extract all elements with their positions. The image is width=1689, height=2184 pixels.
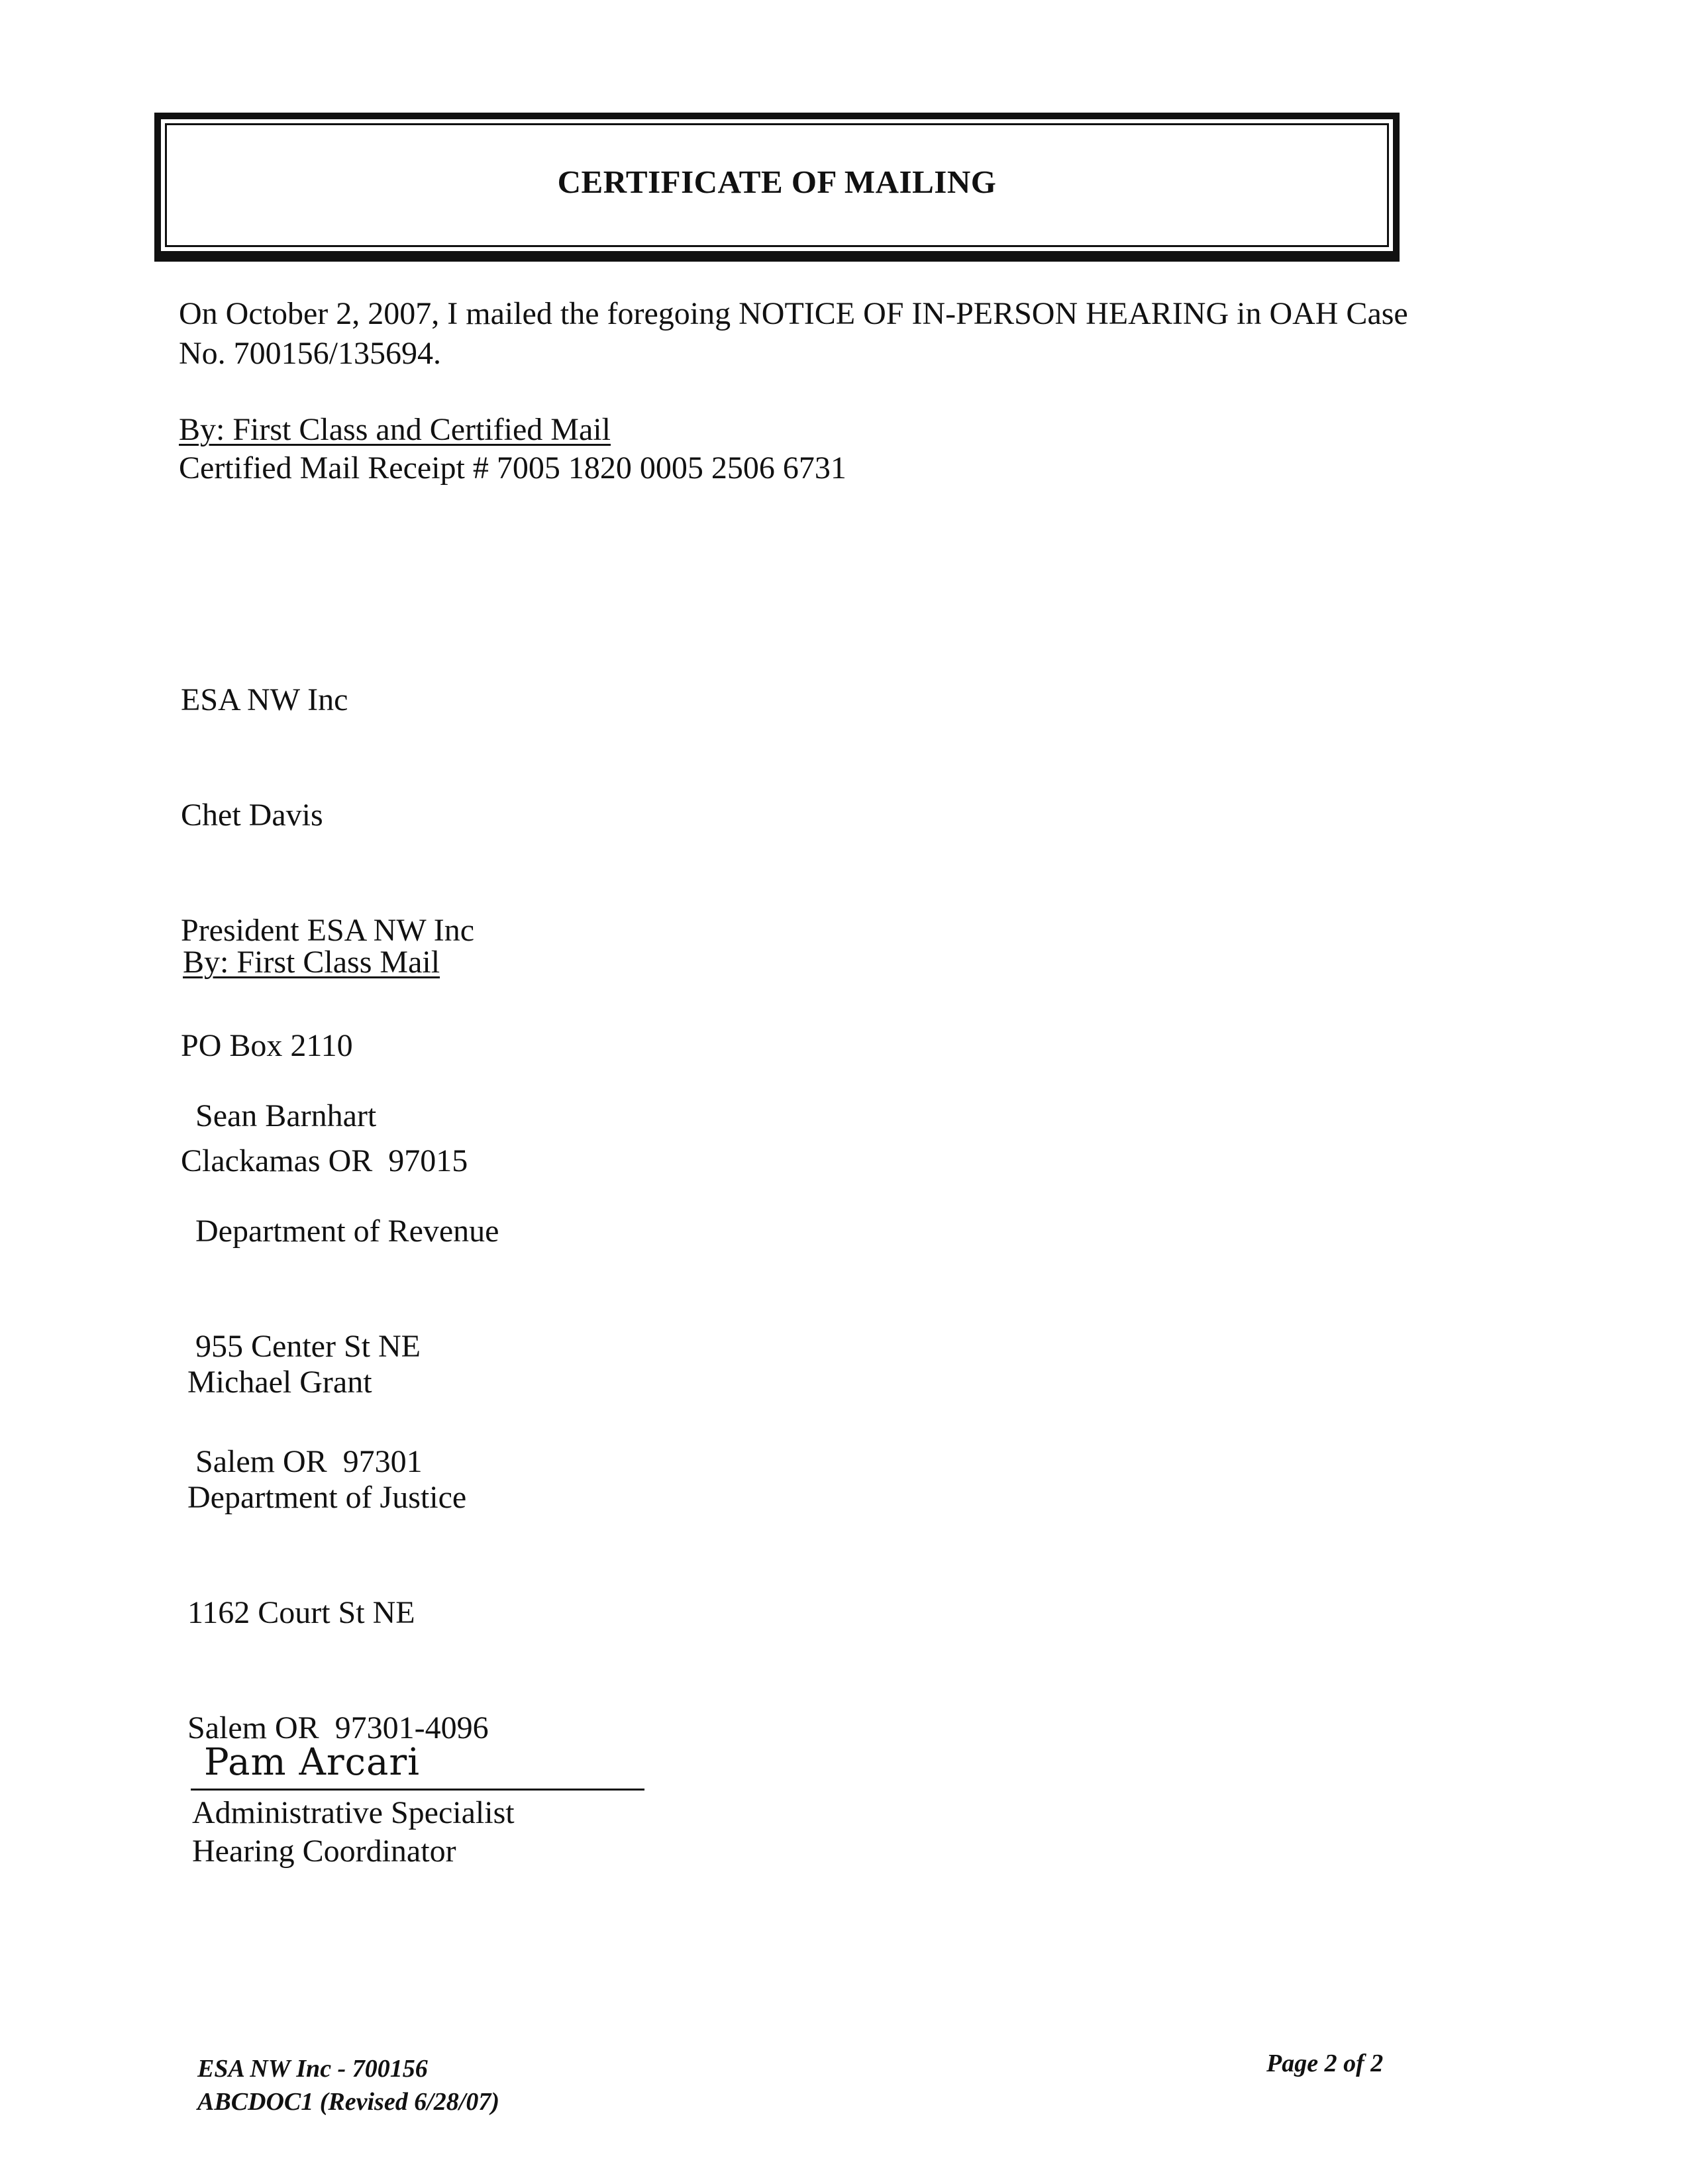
- document-title: CERTIFICATE OF MAILING: [557, 164, 997, 200]
- signature-line: [191, 1789, 644, 1791]
- address-line: Clackamas OR 97015: [181, 1143, 468, 1178]
- signer-title-2: Hearing Coordinator: [192, 1834, 456, 1869]
- first-class-mail-heading: By: First Class Mail: [183, 945, 440, 980]
- address-line: Sean Barnhart: [195, 1098, 377, 1133]
- certified-receipt-number: Certified Mail Receipt # 7005 1820 0005 2506 6731: [179, 450, 846, 486]
- address-line: President ESA NW Inc: [181, 913, 475, 948]
- address-line: Department of Justice: [187, 1480, 467, 1515]
- address-line: Michael Grant: [187, 1365, 372, 1400]
- title-box-inner: [165, 123, 1389, 247]
- address-line: Salem OR 97301-4096: [187, 1710, 489, 1745]
- intro-line-2: No. 700156/135694.: [179, 336, 441, 371]
- address-line: 955 Center St NE: [195, 1329, 421, 1364]
- title-box: [154, 113, 1400, 262]
- address-line: Chet Davis: [181, 798, 323, 833]
- footer-case-reference: ESA NW Inc - 700156: [197, 2055, 428, 2083]
- certified-mail-heading: By: First Class and Certified Mail: [179, 412, 611, 447]
- address-line: ESA NW Inc: [181, 682, 348, 717]
- footer-form-revision: ABCDOC1 (Revised 6/28/07): [197, 2088, 499, 2116]
- address-line: Department of Revenue: [195, 1214, 499, 1249]
- address-line: PO Box 2110: [181, 1028, 353, 1063]
- intro-line-1: On October 2, 2007, I mailed the foregoing NOTICE OF IN-PERSON HEARING in OAH Case: [179, 296, 1408, 331]
- signer-title-1: Administrative Specialist: [192, 1795, 515, 1830]
- address-line: Salem OR 97301: [195, 1444, 423, 1479]
- address-line: 1162 Court St NE: [187, 1595, 415, 1630]
- signature-name: Pam Arcari: [204, 1741, 421, 1784]
- footer-page-number: Page 2 of 2: [1266, 2050, 1384, 2077]
- recipient-address-3: [187, 1286, 489, 1786]
